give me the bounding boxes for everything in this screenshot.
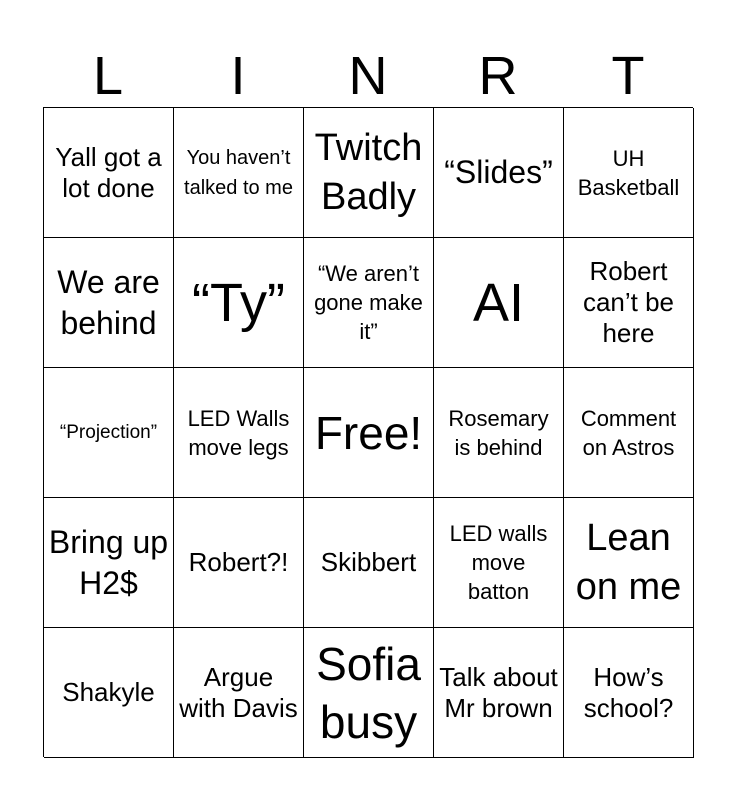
bingo-board — [43, 107, 693, 757]
cell-text: “Slides” — [444, 154, 553, 190]
cell-text: Bring up H2$ — [48, 523, 169, 601]
bingo-cell[interactable] — [174, 628, 304, 758]
bingo-cell[interactable] — [174, 498, 304, 628]
header-letter-n: N — [348, 46, 388, 106]
cell-text: Argue with Davis — [179, 661, 298, 723]
bingo-cell[interactable] — [434, 498, 564, 628]
bingo-cell[interactable] — [434, 628, 564, 758]
cell-text: Yall got a lot done — [55, 141, 162, 203]
cell-text: UH Basketball — [577, 145, 680, 200]
bingo-cell[interactable] — [304, 498, 434, 628]
bingo-cell[interactable] — [434, 238, 564, 368]
cell-text: Robert can’t be here — [582, 256, 675, 348]
bingo-header — [43, 44, 693, 108]
bingo-cell[interactable] — [44, 238, 174, 368]
cell-text: Shakyle — [62, 677, 155, 707]
bingo-cell[interactable] — [44, 628, 174, 758]
header-letter-t: T — [611, 46, 645, 106]
header-letter-l: L — [92, 46, 124, 106]
bingo-cell[interactable] — [304, 238, 434, 368]
bingo-cell[interactable] — [174, 368, 304, 498]
cell-text: How’s school? — [583, 661, 674, 723]
bingo-cell[interactable] — [174, 238, 304, 368]
bingo-cell[interactable] — [564, 108, 694, 238]
bingo-cell[interactable] — [44, 368, 174, 498]
cell-text: Twitch Badly — [314, 126, 423, 218]
cell-text: Sofia busy — [316, 637, 421, 748]
cell-text: Rosemary is behind — [448, 405, 549, 460]
cell-text: Robert?! — [188, 547, 289, 577]
free-space-cell[interactable] — [304, 368, 434, 498]
header-letter-i: I — [230, 46, 246, 106]
cell-text: “Projection” — [59, 421, 158, 443]
cell-text: Skibbert — [320, 547, 417, 577]
bingo-cell[interactable] — [564, 628, 694, 758]
cell-text: AI — [472, 272, 525, 333]
bingo-cell[interactable] — [174, 108, 304, 238]
cell-text: You haven’t talked to me — [184, 146, 293, 199]
bingo-cell[interactable] — [304, 108, 434, 238]
cell-text: Free! — [314, 406, 423, 459]
bingo-cell[interactable] — [304, 628, 434, 758]
cell-text: “We aren’t gone make it” — [314, 261, 423, 344]
bingo-cell[interactable] — [564, 498, 694, 628]
bingo-cell[interactable] — [434, 108, 564, 238]
cell-text: LED walls move batton — [449, 521, 548, 604]
cell-text: “Ty” — [192, 272, 285, 333]
cell-text: Talk about Mr brown — [439, 661, 558, 723]
bingo-cell[interactable] — [44, 498, 174, 628]
bingo-cell[interactable] — [44, 108, 174, 238]
bingo-cell[interactable] — [434, 368, 564, 498]
cell-text: LED Walls move legs — [187, 405, 290, 460]
bingo-cell[interactable] — [564, 238, 694, 368]
cell-text: We are behind — [57, 263, 160, 341]
header-letter-r: R — [478, 46, 518, 106]
cell-text: Lean on me — [575, 516, 682, 608]
cell-text: Comment on Astros — [580, 405, 677, 460]
bingo-cell[interactable] — [564, 368, 694, 498]
